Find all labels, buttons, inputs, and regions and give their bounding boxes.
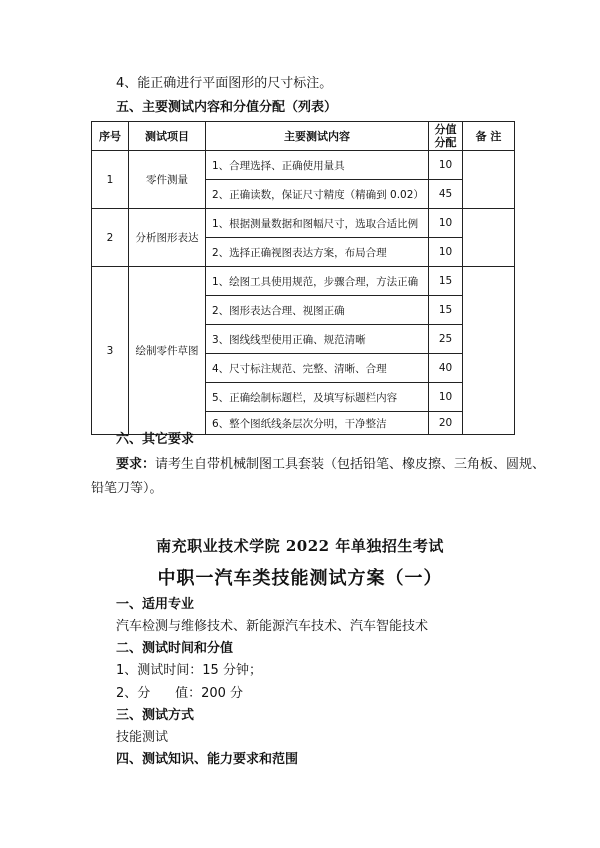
content-cell: 2、选择正确视图表达方案，布局合理 [206,238,429,267]
note-cell [463,209,515,267]
score-cell: 10 [429,151,463,180]
table-header-row [92,122,515,151]
table-row [92,267,515,296]
doc2-s1-heading: 一、适用专业 [116,597,195,612]
requirement-line2: 铅笔刀等）。 [91,481,163,496]
table-row [92,209,515,238]
score-cell: 10 [429,209,463,238]
header-note: 备 注 [463,122,515,151]
doc2-s1-text: 汽车检测与维修技术、新能源汽车技术、汽车智能技术 [116,619,429,634]
score-cell: 10 [429,383,463,412]
doc2-s3-heading: 三、测试方式 [116,708,195,723]
section6-heading: 六、其它要求 [116,432,195,447]
score-cell: 45 [429,180,463,209]
doc2-s2-heading: 二、测试时间和分值 [116,641,234,656]
content-cell: 2、正确读数，保证尺寸精度（精确到 0.02） [206,180,429,209]
section5-heading: 五、主要测试内容和分值分配（列表） [116,100,338,115]
note-cell [463,151,515,209]
score-cell: 20 [429,412,463,435]
score-cell: 15 [429,296,463,325]
requirement-text-1: 请考生自带机械制图工具套装（包括铅笔、橡皮擦、三角板、圆规、 [155,457,546,472]
content-cell: 4、尺寸标注规范、完整、清晰、合理 [206,354,429,383]
header-seq: 序号 [92,122,129,151]
top-item-4: 4、能正确进行平面图形的尺寸标注。 [116,76,333,91]
group-project: 分析图形表达 [129,209,206,267]
group-seq: 2 [92,209,129,267]
group-seq: 1 [92,151,129,209]
content-cell: 1、根据测量数据和图幅尺寸，选取合适比例 [206,209,429,238]
table-row [92,151,515,180]
score-cell: 25 [429,325,463,354]
content-cell: 5、正确绘制标题栏，及填写标题栏内容 [206,383,429,412]
header-score-line1: 分值 [434,123,457,136]
doc2-s2-item1: 1、测试时间：15 分钟； [116,663,262,678]
group-seq: 3 [92,267,129,435]
doc2-s2-item2: 2、分 值：200 分 [116,686,244,701]
content-cell: 1、合理选择、正确使用量具 [206,151,429,180]
header-score-line2: 分配 [434,136,457,149]
header-content: 主要测试内容 [206,122,429,151]
doc2-title-line1: 南充职业技术学院 2022 年单独招生考试 [156,537,444,555]
score-cell: 40 [429,354,463,383]
score-cell: 10 [429,238,463,267]
note-cell [463,267,515,435]
header-project: 测试项目 [129,122,206,151]
group-project: 零件测量 [129,151,206,209]
doc2-s3-text: 技能测试 [116,730,169,745]
score-distribution-table [91,121,515,435]
doc2-title-line2: 中职一汽车类技能测试方案（一） [157,568,443,589]
content-cell: 3、图线线型使用正确、规范清晰 [206,325,429,354]
doc2-s4-heading: 四、测试知识、能力要求和范围 [116,752,299,767]
content-cell: 6、整个图纸线条层次分明，干净整洁 [206,412,429,435]
header-score [429,122,463,151]
content-cell: 2、图形表达合理、视图正确 [206,296,429,325]
score-cell: 15 [429,267,463,296]
requirement-line1 [116,457,545,473]
content-cell: 1、绘图工具使用规范，步骤合理，方法正确 [206,267,429,296]
requirement-label: 要求： [116,457,156,472]
group-project: 绘制零件草图 [129,267,206,435]
